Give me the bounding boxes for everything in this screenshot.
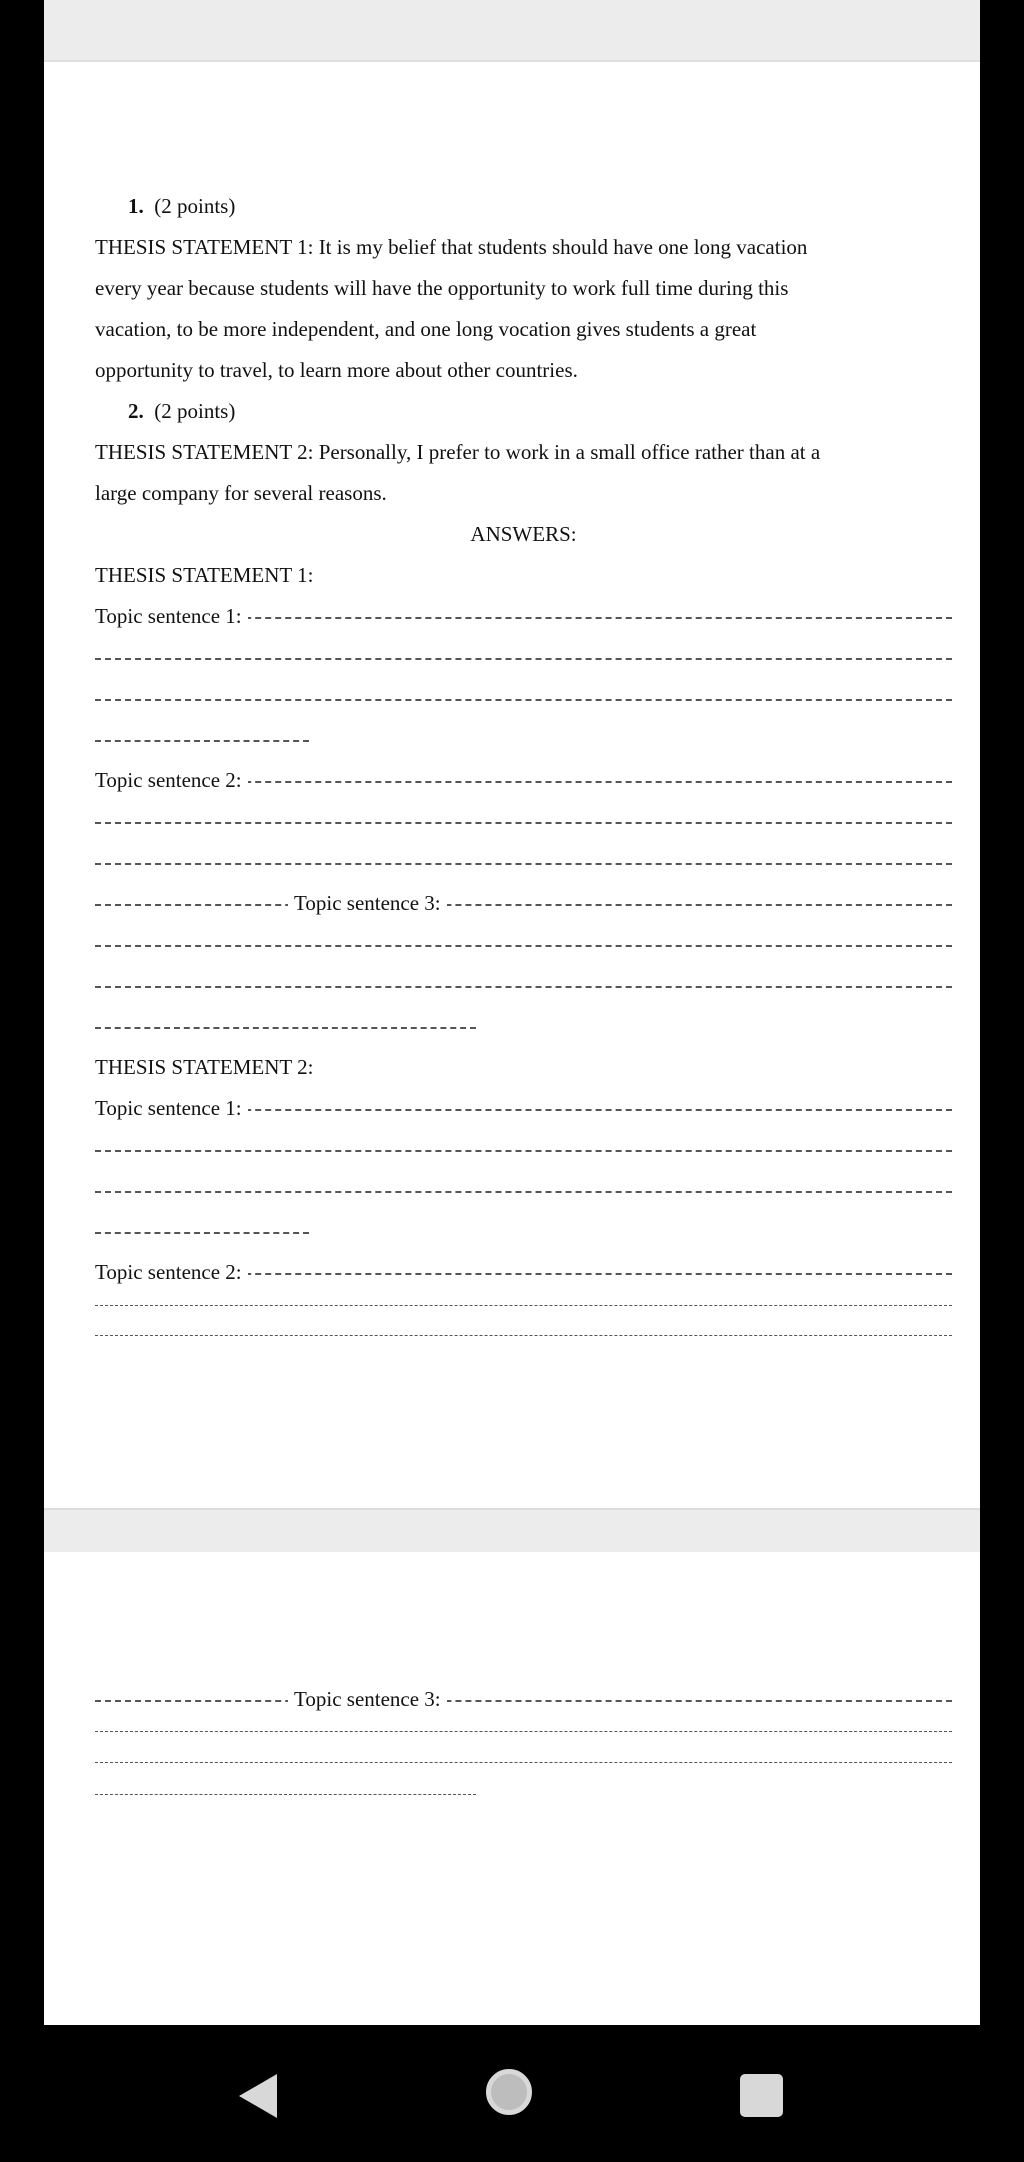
thesis-1-heading: THESIS STATEMENT 1: — [95, 563, 314, 587]
answer-line[interactable] — [95, 945, 952, 947]
recents-icon[interactable] — [740, 2074, 783, 2117]
thesis-1-topic-1-label: Topic sentence 1: — [95, 602, 248, 630]
question-1-header — [128, 192, 235, 220]
answer-line[interactable] — [95, 1731, 952, 1732]
answer-line[interactable] — [95, 822, 952, 824]
answers-heading: ANSWERS: — [470, 522, 577, 546]
question-1-number: 1. — [128, 194, 144, 218]
thesis-2-topic-3-label: Topic sentence 3: — [288, 1685, 447, 1713]
question-2-header — [128, 397, 235, 425]
page-gap-middle — [44, 1508, 980, 1554]
answer-line[interactable] — [95, 1232, 309, 1234]
answer-line[interactable] — [95, 1150, 952, 1152]
home-icon[interactable] — [486, 2069, 532, 2115]
question-2-line: large company for several reasons. — [95, 481, 387, 505]
answer-line[interactable] — [95, 699, 952, 701]
answer-line[interactable] — [95, 740, 309, 742]
thesis-1-topic-3-label: Topic sentence 3: — [288, 889, 447, 917]
answer-line[interactable] — [95, 658, 952, 660]
thesis-1-topic-2-label: Topic sentence 2: — [95, 766, 248, 794]
answer-line[interactable] — [95, 1191, 952, 1193]
question-2-line: THESIS STATEMENT 2: Personally, I prefer to work in a small office rather than at a — [95, 440, 821, 464]
answer-line[interactable] — [95, 1305, 952, 1306]
answer-line[interactable] — [95, 986, 952, 988]
answer-line[interactable] — [95, 1027, 476, 1029]
question-1-points: (2 points) — [154, 194, 236, 218]
answer-line[interactable] — [95, 863, 952, 865]
answer-line[interactable] — [95, 904, 952, 906]
question-1-line: opportunity to travel, to learn more about other countries. — [95, 358, 578, 382]
thesis-2-topic-1-label: Topic sentence 1: — [95, 1094, 248, 1122]
answer-line[interactable] — [95, 1762, 952, 1763]
answer-line[interactable] — [95, 1700, 952, 1702]
document-page-2 — [44, 1552, 980, 2025]
page-gap-top — [44, 0, 980, 62]
question-2-points: (2 points) — [154, 399, 236, 423]
question-2-number: 2. — [128, 399, 144, 423]
thesis-2-topic-2-label: Topic sentence 2: — [95, 1258, 248, 1286]
question-1-line: THESIS STATEMENT 1: It is my belief that students should have one long vacation — [95, 235, 808, 259]
back-icon[interactable] — [239, 2074, 277, 2118]
question-1-line: every year because students will have the opportunity to work full time during this — [95, 276, 789, 300]
navigation-bar — [0, 2025, 1024, 2162]
answer-line[interactable] — [95, 1335, 952, 1336]
thesis-2-heading: THESIS STATEMENT 2: — [95, 1055, 314, 1079]
answer-line[interactable] — [95, 1794, 476, 1795]
question-1-line: vacation, to be more independent, and one long vocation gives students a great — [95, 317, 757, 341]
